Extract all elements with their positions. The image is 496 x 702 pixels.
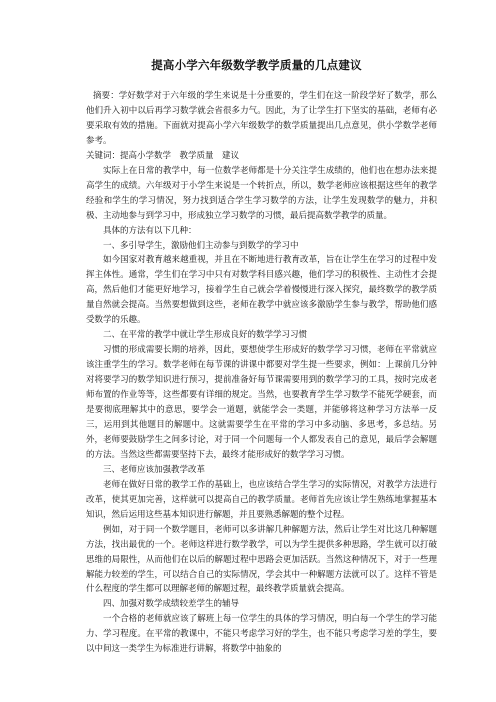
body-paragraph: 实际上在日常的教学中，每一位数学老师都是十分关注学生成绩的，他们也在想办法来提高学生的成绩。六年级对于小学生来说是一个转折点，所以，数学老师应该根据这些年的教学经验和学生的学习情况，努力找到适合学生学习数学的方法，让学生发现数学的魅力，并积极、主动地参与到学习中，形成独立学习数学的习惯，最后提高数学教学的质量。 bbox=[86, 165, 437, 221]
body-paragraph: 例如，对于同一个数学题目，老师可以多讲解几种解题方法，然后让学生对比这几种解题方法，找出最优的一个。老师这样进行数学教学，可以为学生提供多种思路，学生就可以打破思维的局限性，从而他们在以后的解题过程中思路会更加活跃。当然这种情况下，对于一些理解能力较差的学生，可以结合自己的实际情况，学会其中一种解题方法就可以了。这样不管是什么程度的学生都可以理解老师的解题过程，最终教学质量就会提高。 bbox=[86, 524, 437, 595]
document-title: 提高小学六年级数学教学质量的几点建议 bbox=[151, 58, 362, 72]
section-heading: 二、在平常的教学中就让学生形成良好的数学学习习惯 bbox=[103, 330, 308, 341]
body-paragraph: 习惯的形成需要长期的培养，因此，要想使学生形成好的数学学习习惯，老师在平常就应该注重学生的学习。数学老师在每节课的讲课中都要对学生提一些要求，例如：上课前几分钟对将要学习的数学知识进行预习，提前准备好每节课需要用到的数学学习的工具，按时完成老师布置的作业等等，这些都要有详细的规定。当然，也要教育学生学习数学不能死学硬套，而是要彻底理解其中的意思，要学会一道题，就能学会一类题，并能够将这种学习方法举一反三，运用到其他题目的解题中。这就需要学生在平常的学习中多动脑、多思考，多总结。另外，老师要鼓励学生之间多讨论，对于同一个问题每一个人都发表自己的意见，最后学会解题的方法。当然这些都需要坚持下去，最终才能形成好的数学学习习惯。 bbox=[86, 345, 437, 460]
body-paragraph: 一个合格的老师就应该了解班上每一位学生的具体的学习情况，明白每一个学生的学习能力、学习程度。在平常的教课中，不能只考虑学习好的学生，也不能只考虑学习差的学生，要以中间这一类学生为标准进行讲解，将数学中抽象的 bbox=[86, 614, 437, 655]
section-heading: 一、多引导学生，激励他们主动参与到数学的学习中 bbox=[103, 240, 299, 251]
keywords-line: 关键词：提高小学数学 教学质量 建议 bbox=[86, 150, 240, 161]
body-paragraph: 具体的方法有以下几种： bbox=[103, 225, 197, 236]
section-heading: 三、老师应该加强教学改革 bbox=[103, 464, 206, 475]
body-paragraph: 老师在做好日常的教学工作的基础上，也应该结合学生学习的实际情况，对教学方法进行改革，使其更加完善，这样就可以提高自己的教学质量。老师首先应该让学生熟练地掌握基本知识，然后运用这些基本知识进行解题，并且要熟悉解题的整个过程。 bbox=[86, 479, 437, 520]
body-paragraph: 如今国家对教育越来越重视，并且在不断地进行教育改革，旨在让学生在学习的过程中发挥主体性。通常，学生们在学习中只有对数学科目感兴趣，他们学习的积极性、主动性才会提高，然后他们才能更好地学习，接着学生自己就会学着慢慢进行深入探究，最终数学的教学质量自然就会提高。当然要想做到这些，老师在教学中就应该多激励学生参与教学，帮助他们感受数学的乐趣。 bbox=[86, 255, 437, 326]
document-body bbox=[86, 89, 437, 657]
abstract-paragraph: 摘要：学好数学对于六年级的学生来说是十分重要的，学生们在这一阶段学好了数学，那么他们升入初中以后再学习数学就会省很多力气。因此，为了让学生打下坚实的基础，老师有必要采取有效的措施。下面就对提高小学六年级数学的数学质量提出几点意见，供小学数学老师参考。 bbox=[86, 91, 437, 146]
section-heading: 四、加强对数学成绩较差学生的辅导 bbox=[103, 599, 240, 610]
